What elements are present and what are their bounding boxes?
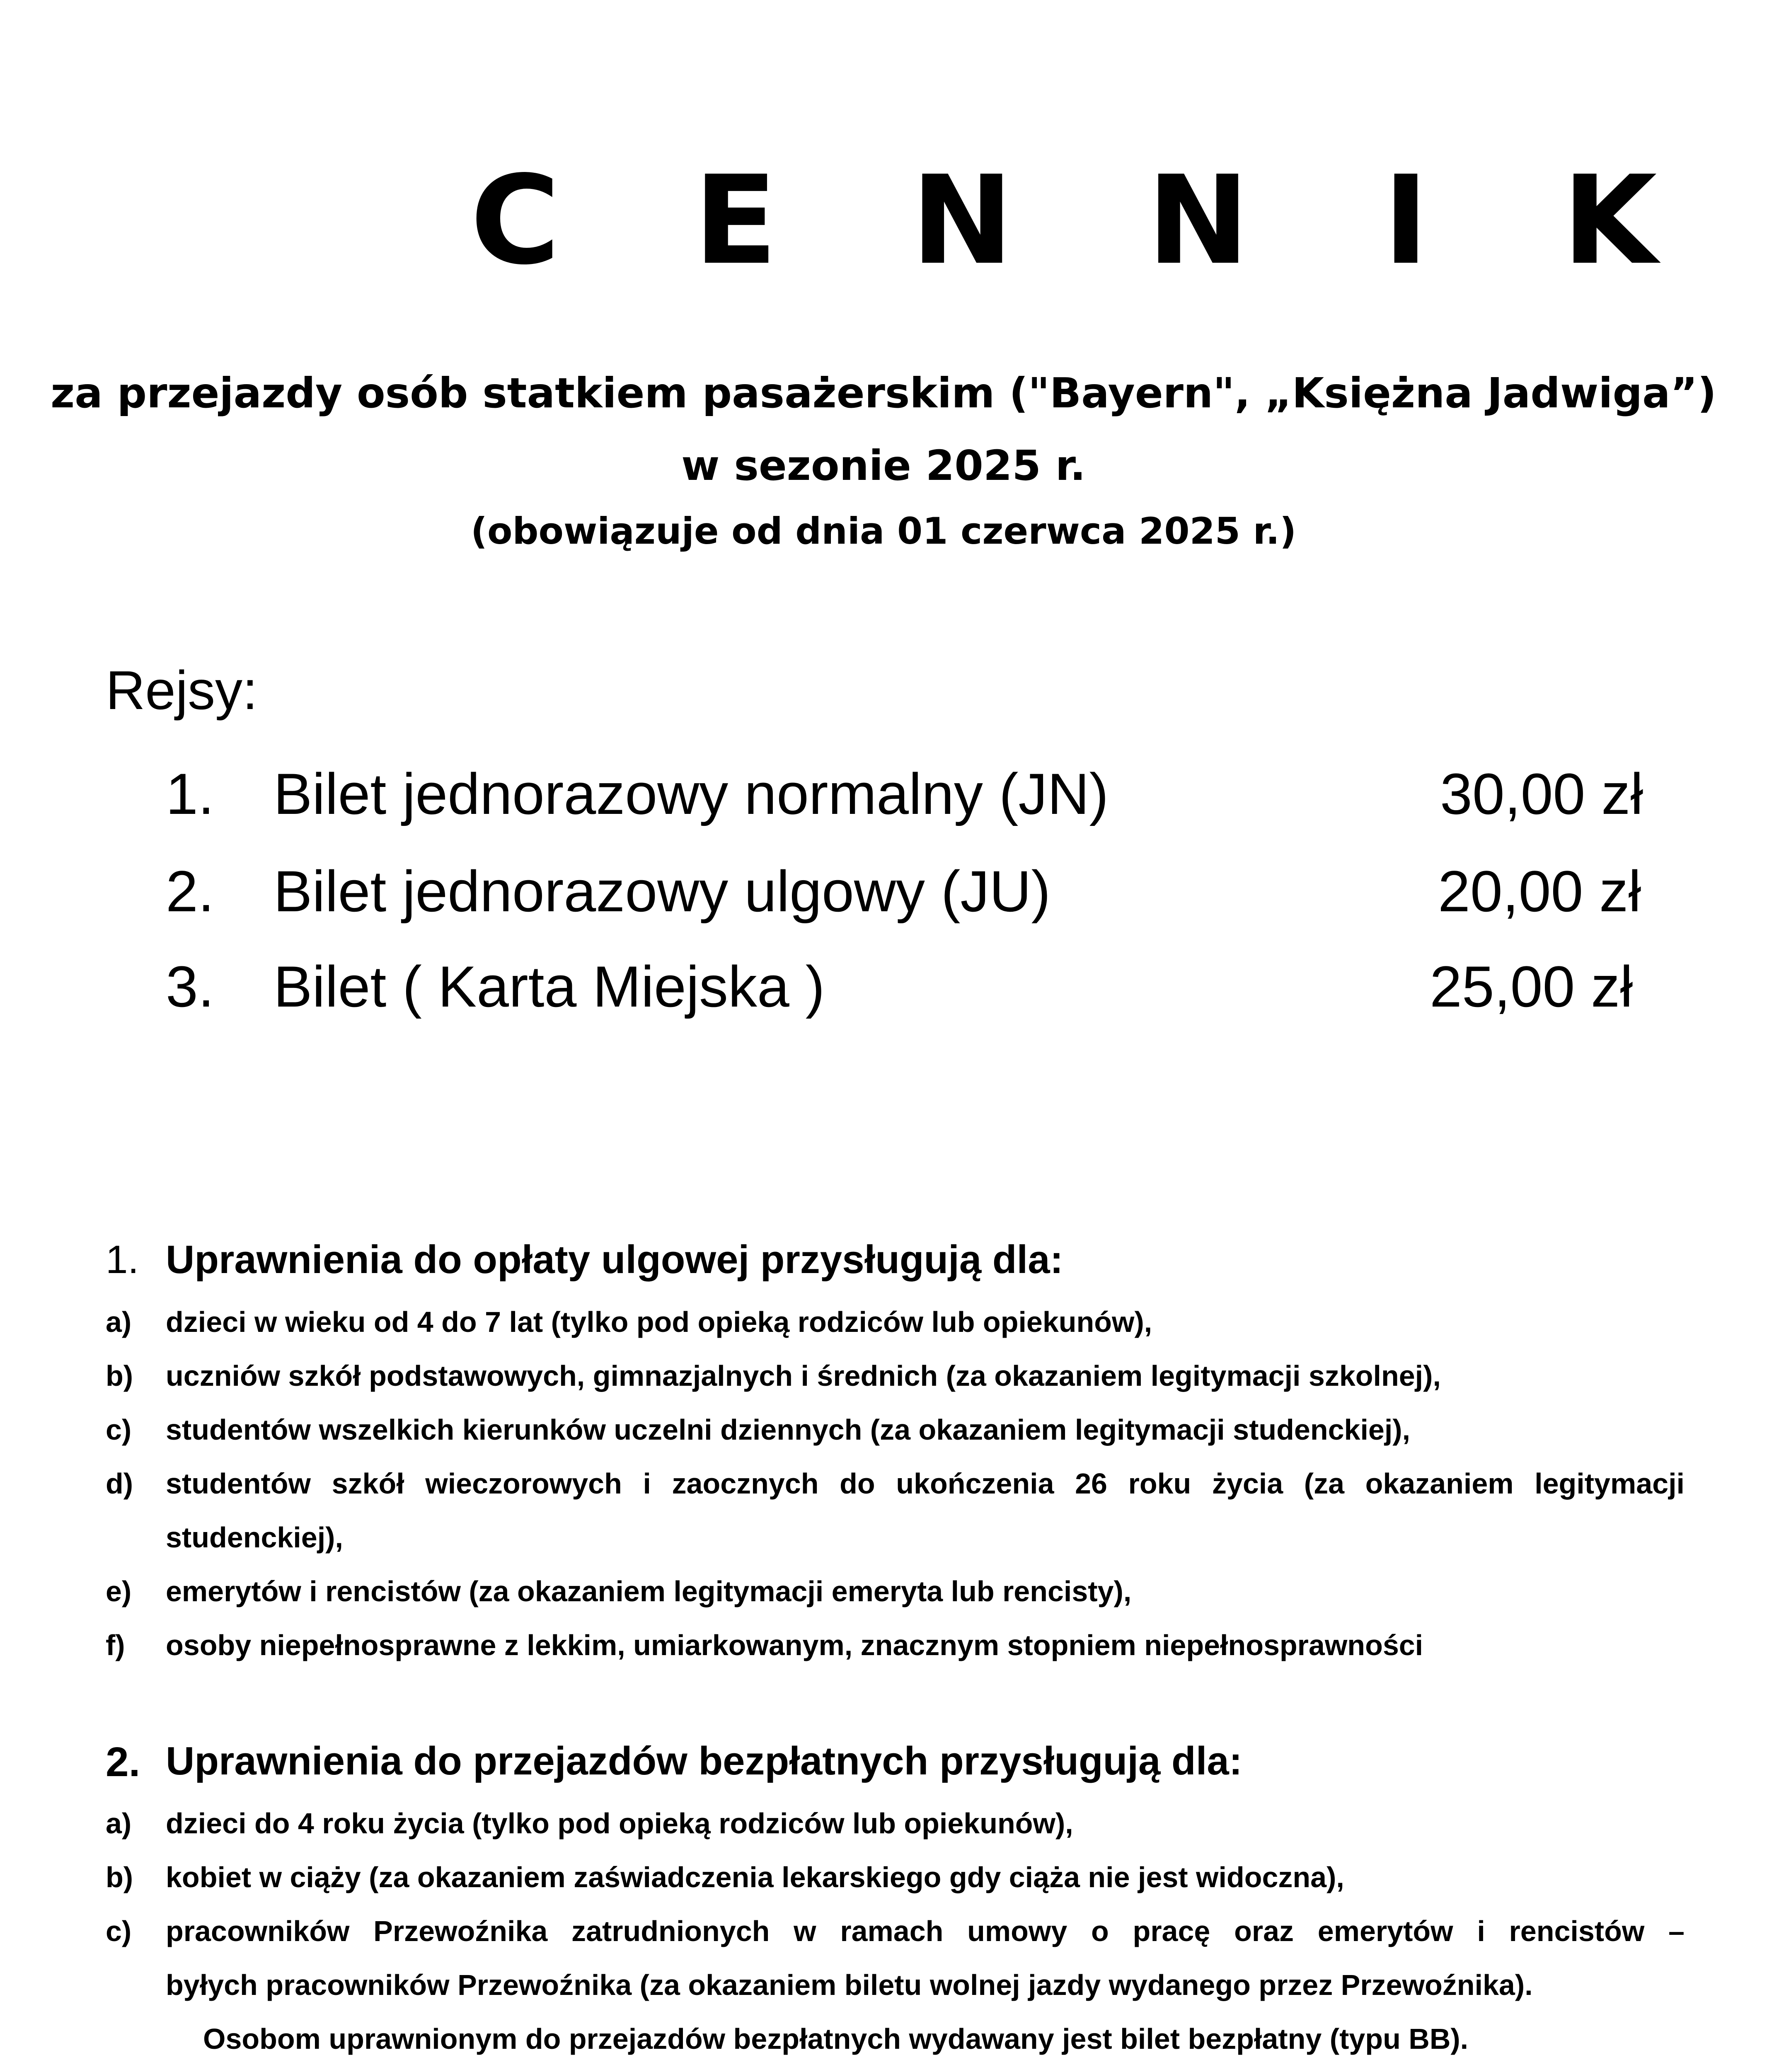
list-item-text-continued: studenckiej), bbox=[166, 1521, 343, 1554]
rejsy-heading: Rejsy: bbox=[106, 660, 258, 721]
price-item-label: Bilet jednorazowy normalny (JN) bbox=[274, 761, 1109, 826]
price-item-value: 20,00 zł bbox=[1438, 859, 1641, 924]
list-item-text: studentów szkół wieczorowych i zaocznych do ukończenia 26 roku życia (za okazaniem legitymacji bbox=[166, 1467, 1685, 1500]
list-item-text: studentów wszelkich kierunków uczelni dziennych (za okazaniem legitymacji studenckiej), bbox=[166, 1414, 1411, 1446]
list-item-letter: b) bbox=[106, 1861, 133, 1893]
section-number: 2. bbox=[106, 1739, 140, 1785]
price-item-number: 1. bbox=[166, 761, 214, 826]
price-item-number: 3. bbox=[166, 954, 214, 1019]
section-heading: Uprawnienia do opłaty ulgowej przysługują dla: bbox=[166, 1237, 1063, 1282]
price-item-label: Bilet ( Karta Miejska ) bbox=[274, 954, 825, 1019]
subtitle-season: w sezonie 2025 r. bbox=[681, 441, 1086, 490]
price-item-value: 30,00 zł bbox=[1440, 761, 1644, 826]
page-title: C E N N I K bbox=[470, 149, 1703, 292]
list-item-letter: d) bbox=[106, 1467, 133, 1500]
list-item-letter: a) bbox=[106, 1306, 132, 1338]
list-item-letter: b) bbox=[106, 1360, 133, 1392]
price-item-number: 2. bbox=[166, 859, 214, 924]
price-item-label: Bilet jednorazowy ulgowy (JU) bbox=[274, 859, 1051, 924]
list-item-text: pracowników Przewoźnika zatrudnionych w ramach umowy o pracę oraz emerytów i rencistów – bbox=[166, 1915, 1685, 1947]
list-item-text: uczniów szkół podstawowych, gimnazjalnych i średnich (za okazaniem legitymacji szkolnej), bbox=[166, 1360, 1441, 1392]
list-item-text: kobiet w ciąży (za okazaniem zaświadczenia lekarskiego gdy ciąża nie jest widoczna), bbox=[166, 1861, 1344, 1893]
list-item-letter: e) bbox=[106, 1575, 132, 1607]
list-item-letter: c) bbox=[106, 1915, 132, 1947]
list-item-text: osoby niepełnosprawne z lekkim, umiarkowanym, znacznym stopniem niepełnosprawności bbox=[166, 1629, 1423, 1661]
subtitle-vessels: za przejazdy osób statkiem pasażerskim ("Bayern", „Księżna Jadwiga”) bbox=[50, 369, 1717, 417]
list-item-text: dzieci do 4 roku życia (tylko pod opieką rodziców lub opiekunów), bbox=[166, 1807, 1073, 1840]
subtitle-effective-date: (obowiązuje od dnia 01 czerwca 2025 r.) bbox=[470, 510, 1297, 552]
section-heading: Uprawnienia do przejazdów bezpłatnych przysługują dla: bbox=[166, 1739, 1242, 1783]
price-item-value: 25,00 zł bbox=[1430, 954, 1633, 1019]
list-item-text-continued: byłych pracowników Przewoźnika (za okazaniem biletu wolnej jazdy wydanego przez Przewoźnika). bbox=[166, 1969, 1533, 2001]
list-item-letter: c) bbox=[106, 1414, 132, 1446]
list-item-letter: a) bbox=[106, 1807, 132, 1840]
list-item-letter: f) bbox=[106, 1629, 125, 1661]
list-item-text: dzieci w wieku od 4 do 7 lat (tylko pod opieką rodziców lub opiekunów), bbox=[166, 1306, 1152, 1338]
section-number: 1. bbox=[106, 1237, 139, 1282]
list-item-text: emerytów i rencistów (za okazaniem legitymacji emeryta lub rencisty), bbox=[166, 1575, 1132, 1607]
section-note: Osobom uprawnionym do przejazdów bezpłatnych wydawany jest bilet bezpłatny (typu BB). bbox=[203, 2023, 1469, 2055]
